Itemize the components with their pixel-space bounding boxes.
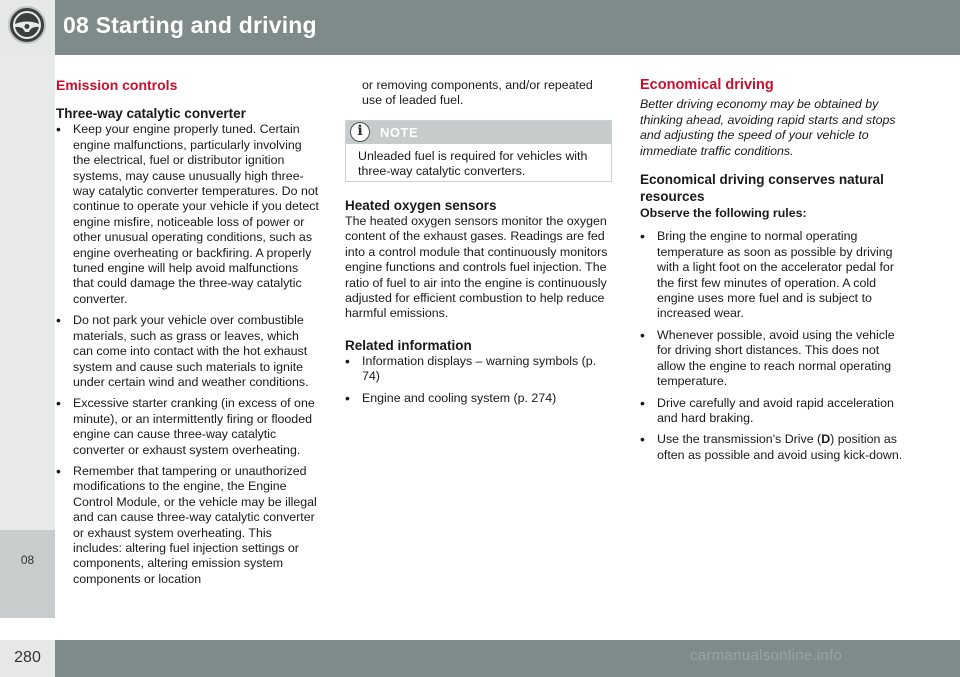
steering-wheel-icon (8, 6, 46, 44)
note-body: Unleaded fuel is required for vehicles with three-way catalytic converters. (358, 149, 588, 179)
note-box (345, 120, 612, 182)
list-item: • Excessive starter cranking (in excess of one minute), or an intermittently firing or flooded engine can cause three-way catalytic converter or exhaust system overheating. (56, 396, 322, 458)
economical-bullet-list (640, 229, 906, 463)
info-icon: i (350, 122, 370, 142)
subheading-conserves: Economical driving conserves natural resources (640, 172, 884, 205)
list-item: • Whenever possible, avoid using the vehicle for driving short distances. This does not allow the engine to reach normal operating temperature. (640, 328, 906, 390)
list-item: • Drive carefully and avoid rapid acceleration and hard braking. (640, 396, 906, 427)
watermark: carmanualsonline.info (690, 647, 843, 664)
page-header (0, 0, 960, 55)
related-link[interactable]: • Information displays – warning symbols (p. 74) (345, 354, 612, 385)
catalytic-bullet-list (56, 122, 322, 587)
drive-text-post: ) position as often as possible and avoid using kick-down. (657, 432, 903, 462)
oxygen-paragraph: The heated oxygen sensors monitor the oxygen content of the exhaust gases. Readings are fed into a control module that continuously monitors engine functions and controls fuel injection. The ratio of fuel to air into the engine is continuously adjusted for efficient combustion to help reduce harmful emissions. (345, 214, 608, 321)
page-number: 280 (14, 649, 41, 666)
subheading-catalytic: Three-way catalytic converter (56, 106, 246, 122)
list-item: • Bring the engine to normal operating temperature as soon as possible by driving with a light foot on the accelerator pedal for the first few minutes of operation. A cold engine uses more fuel and is subject to increased wear. (640, 229, 906, 321)
page-title: 08 Starting and driving (63, 12, 317, 38)
drive-gear-label: D (821, 432, 831, 447)
list-item: • Keep your engine properly tuned. Certain engine malfunctions, particularly involving the electrical, fuel or distributor ignition systems, may cause unusually high three-way catalytic converter temperatures. Do not continue to operate your vehicle if you detect engine misfire, noticeable loss of power or other unusual operating conditions, such as engine overheating or backfiring. A properly tuned engine will help avoid malfunctions that could damage the three-way catalytic converter. (56, 122, 322, 307)
oxygen-section (345, 198, 612, 412)
section-heading-emission: Emission controls (56, 77, 178, 93)
rules-label: Observe the following rules: (640, 206, 807, 221)
note-label: NOTE (380, 125, 419, 140)
subheading-related: Related information (345, 337, 472, 353)
continuation-text: or removing components, and/or repeated use of leaded fuel. (362, 78, 593, 108)
drive-text-pre: Use the transmission's Drive ( (657, 432, 822, 447)
note-header (346, 121, 611, 144)
column-economical-driving (640, 78, 906, 469)
column-emission-controls (56, 78, 322, 587)
subheading-oxygen: Heated oxygen sensors (345, 198, 497, 213)
chapter-tab-label: 08 (20, 553, 35, 567)
logo-cell (0, 0, 55, 55)
chapter-tab-active[interactable] (0, 530, 55, 618)
column-oxygen-sensors (345, 78, 612, 109)
section-heading-economical: Economical driving (640, 77, 774, 93)
list-item: • Do not park your vehicle over combustible materials, such as grass or leaves, which can come into contact with the hot exhaust system and cause such materials to ignite under certain wind and weather conditions. (56, 313, 322, 390)
economical-intro: Better driving economy may be obtained by thinking ahead, avoiding rapid starts and stops and adjusting the speed of your vehicle to immediate traffic conditions. (640, 97, 896, 158)
related-link[interactable]: • Engine and cooling system (p. 274) (345, 391, 612, 406)
list-item: • Remember that tampering or unauthorized modifications to the engine, the Engine Control Module, or the vehicle may be illegal and can cause three-way catalytic converter or exhaust system overheating. This includes: altering fuel injection settings or components, altering emission system components or location (56, 464, 322, 587)
related-links-list (345, 354, 612, 406)
list-item (640, 432, 906, 463)
